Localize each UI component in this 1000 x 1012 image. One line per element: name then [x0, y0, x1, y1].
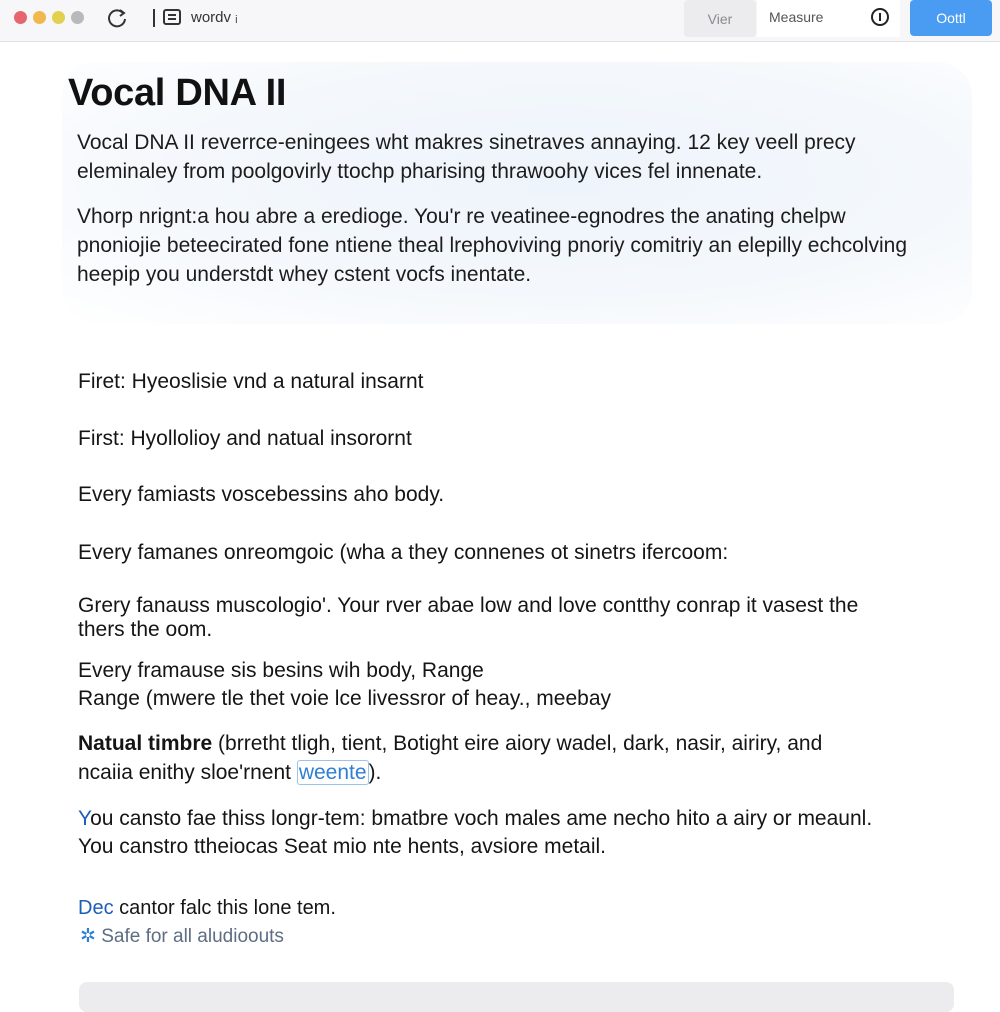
body-line-6b: Range (mwere tle thet voie lce livessror of heay., meebay [78, 687, 612, 710]
close-window-icon[interactable] [14, 11, 27, 24]
timbre-desc-end: ). [368, 761, 382, 784]
footer-note-text: Safe for all aludioouts [101, 926, 284, 947]
sparkle-icon: ✲ [80, 926, 96, 947]
footer-heading [78, 894, 938, 923]
body-line-4: Every famanes onreomgoic (wha a they connenes ot sinetrs ifercoom: [78, 541, 729, 564]
intro-paragraph: Vocal DNA II reverrce-eningees wht makres sinetraves annaying. 12 key veell precy eleminaley from poolgovirly ttochp pharising thrawoohy vices fel innenate. [77, 131, 856, 183]
body-line-2: First: Hyollolioy and natual insorornt [78, 427, 412, 450]
body-line-3: Every famiasts voscebessins aho body. [78, 483, 445, 506]
body-line-8b: You canstro ttheiocas Seat mio nte hents, avsiore metail. [78, 835, 607, 858]
info-icon[interactable] [870, 7, 890, 27]
reload-icon[interactable] [106, 6, 130, 30]
timbre-line-2 [78, 758, 938, 787]
timbre-link[interactable]: weente [298, 761, 367, 784]
sidebar-icon[interactable] [163, 9, 181, 25]
body-line-8a-text: ou cansto fae thiss longr-tem: bmatbre voch males ame necho hito a airy or meaunl. [90, 807, 873, 830]
highlight-letter: Y [78, 807, 91, 830]
timbre-label: Natual timbre [78, 732, 213, 755]
detail-paragraph: Vhorp nrignt:a hou abre a eredioge. You'r re veatinee-egnodres the anating chelpw pnoniojie beteecirated fone ntiene theal lrephoviving pnoriy comitriy an elepilly echcolving heepip you understdt whey cstent vocfs inentate. [77, 205, 908, 286]
body-line-5a: Grery fanauss muscologio'. Your rver abae low and love contthy conrap it vasest the [78, 594, 859, 617]
measure-label: Measure [769, 9, 824, 25]
minimize-window-icon[interactable] [33, 11, 46, 24]
body-line-1: Firet: Hyeoslisie vnd a natural insarnt [78, 370, 424, 393]
page-title: Vocal DNA II [68, 72, 287, 114]
footer-heading-text: cantor falc this lone tem. [113, 897, 336, 919]
toolbar-separator [153, 9, 155, 27]
primary-action-button[interactable]: Oottl [910, 0, 992, 36]
body-line-8a [78, 804, 938, 833]
view-button[interactable]: Vier [684, 0, 756, 37]
measure-button[interactable] [757, 0, 900, 37]
body-line-5b: thers the oom. [78, 618, 213, 641]
timbre-desc: (brretht tligh, tient, Botight eire aiory wadel, dark, nasir, airiry, and [212, 732, 823, 755]
footer-note [80, 925, 284, 948]
window-controls [14, 11, 84, 24]
address-text[interactable]: wordv ᵢ [191, 9, 238, 26]
browser-toolbar [0, 0, 1000, 42]
bottom-panel [79, 982, 954, 1012]
timbre-line [78, 729, 938, 758]
body-line-6a: Every framause sis besins wih body, Range [78, 659, 484, 682]
timbre-desc-2: ncaiia enithy sloe'rnent [78, 761, 297, 784]
extra-window-icon[interactable] [71, 11, 84, 24]
footer-heading-accent: Dec [78, 897, 114, 919]
zoom-window-icon[interactable] [52, 11, 65, 24]
